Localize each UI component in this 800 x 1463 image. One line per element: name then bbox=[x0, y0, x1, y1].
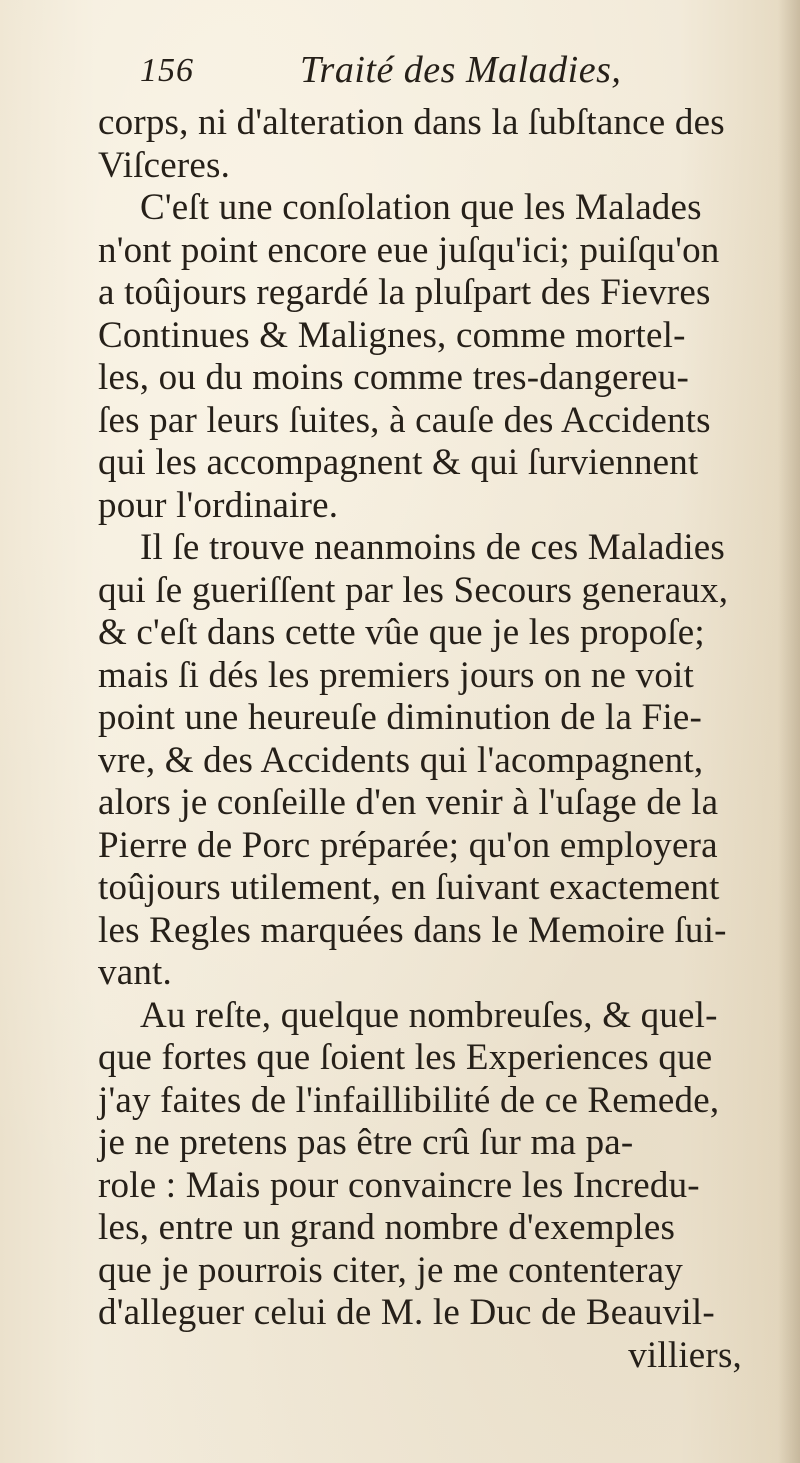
text-line: alors je conſeille d'en venir à l'uſage de la bbox=[98, 782, 719, 823]
text-line: qui ſe gueriſſent par les Secours generaux, bbox=[98, 569, 729, 611]
text-line: que fortes que ſoient les Experiences que bbox=[98, 1037, 713, 1078]
text-line: corps, ni d'alteration dans la ſubſtance des bbox=[98, 102, 725, 143]
text-line: les, ou du moins comme tres-dangereu- bbox=[98, 357, 690, 398]
text-line: toûjours utilement, en ſuivant exactement bbox=[98, 867, 720, 908]
text-line: Au reſte, quelque nombreuſes, & quel- bbox=[140, 994, 718, 1036]
catchword: villiers, bbox=[628, 1334, 742, 1376]
text-line: les, entre un grand nombre d'exemples bbox=[98, 1207, 676, 1248]
text-line: qui les accompagnent & qui ſurviennent bbox=[98, 442, 699, 483]
page-header bbox=[140, 48, 740, 98]
text-line: Continues & Malignes, comme mortel- bbox=[98, 314, 686, 356]
text-line: C'eſt une conſolation que les Malades bbox=[140, 187, 702, 228]
text-line: mais ſi dés les premiers jours on ne voit bbox=[98, 654, 694, 696]
text-line: vre, & des Accidents qui l'acompagnent, bbox=[98, 739, 704, 781]
text-line: j'ay faites de l'infaillibilité de ce Remede, bbox=[98, 1079, 720, 1121]
page-edge-shadow bbox=[778, 0, 800, 1463]
text-line: les Regles marquées dans le Memoire ſui- bbox=[98, 909, 727, 951]
running-title: Traité des Maladies, bbox=[300, 49, 622, 91]
text-line: vant. bbox=[98, 952, 172, 993]
text-line: que je pourrois citer, je me contenteray bbox=[98, 1249, 683, 1291]
text-line: a toûjours regardé la pluſpart des Fievres bbox=[98, 272, 711, 313]
text-line: Viſceres. bbox=[98, 144, 231, 186]
text-line: Pierre de Porc préparée; qu'on employera bbox=[98, 824, 718, 866]
text-line: pour l'ordinaire. bbox=[98, 484, 339, 526]
text-line: point une heureuſe diminution de la Fie- bbox=[98, 697, 702, 738]
text-line: n'ont point encore eue juſqu'ici; puiſqu'on bbox=[98, 229, 720, 271]
text-line: Il ſe trouve neanmoins de ces Maladies bbox=[140, 527, 726, 568]
text-line: je ne pretens pas être crû ſur ma pa- bbox=[98, 1122, 634, 1163]
text-line: role : Mais pour convaincre les Incredu- bbox=[98, 1164, 700, 1206]
body-text bbox=[98, 102, 770, 1377]
text-line: d'alleguer celui de M. le Duc de Beauvil- bbox=[98, 1292, 715, 1333]
text-line: ſes par leurs ſuites, à cauſe des Accidents bbox=[98, 399, 711, 441]
text-line: & c'eſt dans cette vûe que je les propoſe; bbox=[98, 612, 705, 653]
page-number: 156 bbox=[140, 52, 194, 89]
